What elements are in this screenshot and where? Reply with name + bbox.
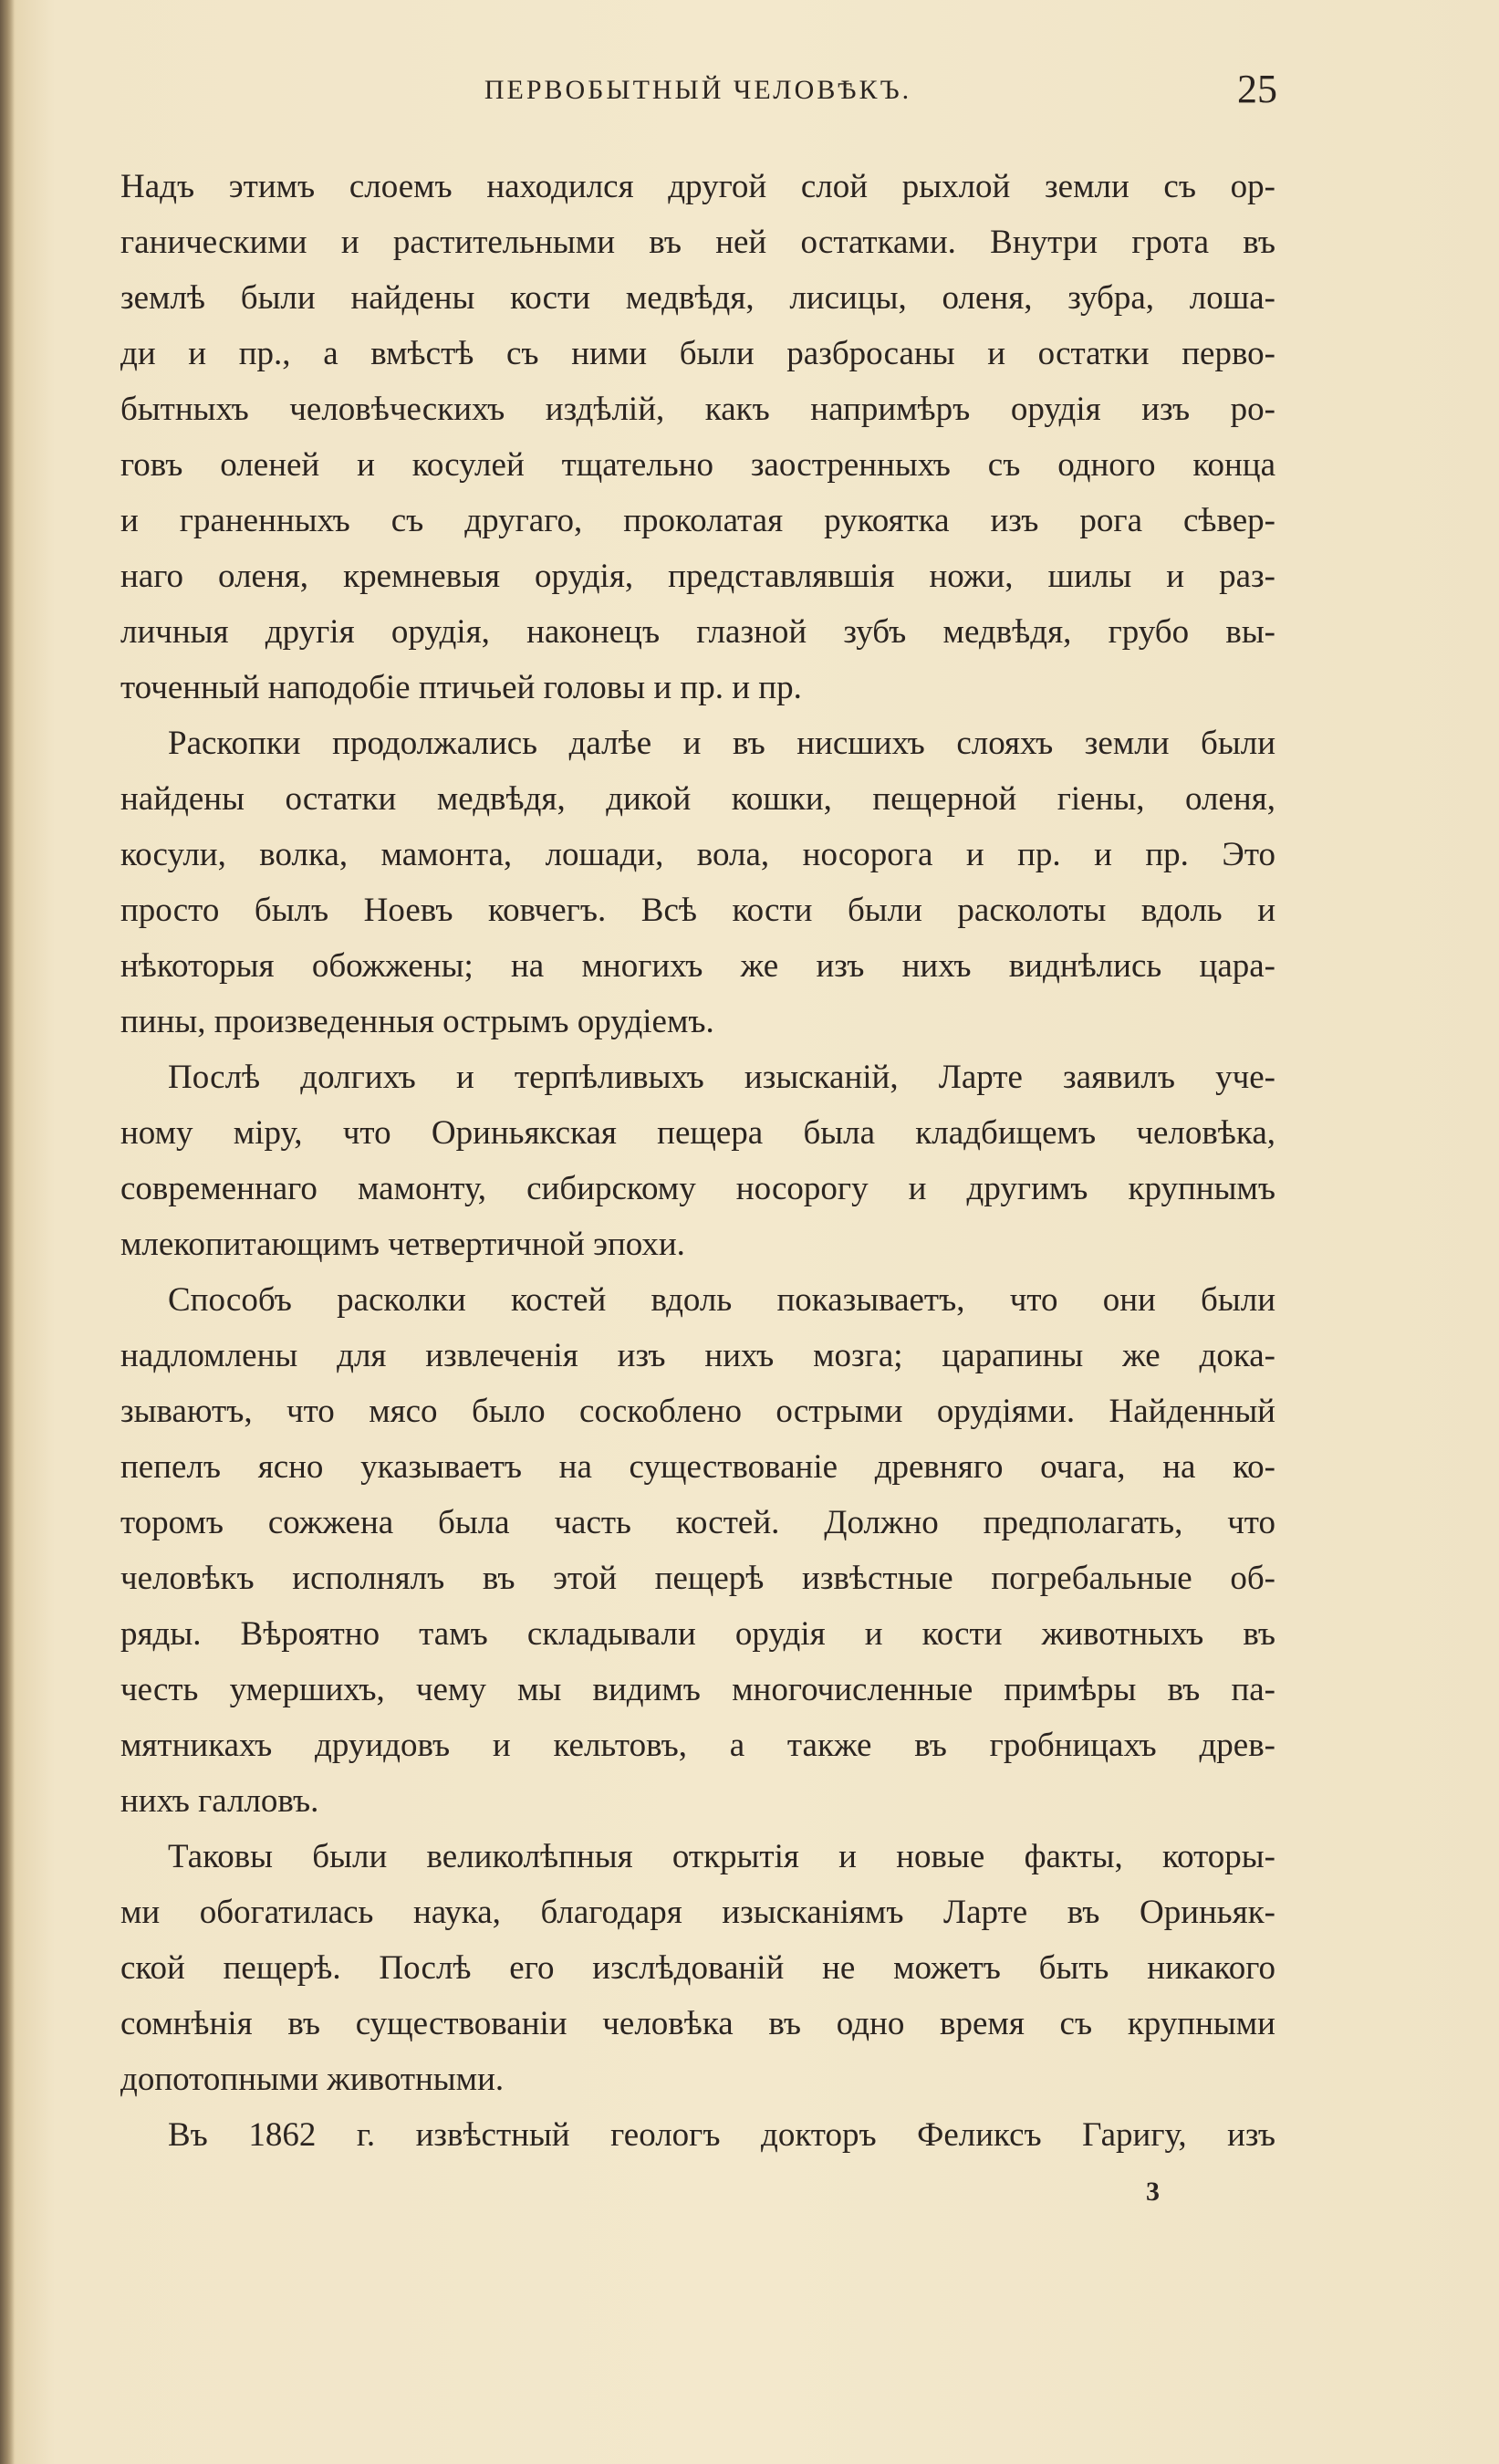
- text-line: зываютъ, что мясо было соскоблено острыми орудіями. Найденный: [120, 1393, 1275, 1430]
- text-line: личныя другія орудія, наконецъ глазной зубъ медвѣдя, грубо вы-: [120, 613, 1275, 651]
- text-line: точенный наподобіе птичьей головы и пр. и пр.: [120, 669, 802, 706]
- text-line: ди и пр., а вмѣстѣ съ ними были разбросаны и остатки перво-: [120, 335, 1275, 372]
- text-line: надломлены для извлеченія изъ нихъ мозга; царапины же дока-: [120, 1337, 1275, 1374]
- text-line: Въ 1862 г. извѣстный геологъ докторъ Феликсъ Гаригу, изъ: [168, 2116, 1275, 2154]
- body-text: [120, 159, 1275, 2163]
- text-line: Способъ расколки костей вдоль показываетъ, что они были: [168, 1281, 1275, 1319]
- text-line: ному міру, что Ориньякская пещера была кладбищемъ человѣка,: [120, 1114, 1275, 1152]
- signature-mark: 3: [1146, 2177, 1160, 2207]
- text-line: землѣ были найдены кости медвѣдя, лисицы, оленя, зубра, лоша-: [120, 279, 1275, 317]
- text-line: ряды. Вѣроятно тамъ складывали орудія и кости животныхъ въ: [120, 1615, 1275, 1653]
- text-line: наго оленя, кремневыя орудія, представлявшія ножи, шилы и раз-: [120, 558, 1275, 595]
- text-line: современнаго мамонту, сибирскому носорогу и другимъ крупнымъ: [120, 1170, 1275, 1207]
- page-header: [119, 66, 1277, 120]
- text-line: нѣкоторыя обожжены; на многихъ же изъ нихъ виднѣлись цара-: [120, 947, 1275, 985]
- page-number: 25: [1237, 67, 1277, 111]
- text-line: пепелъ ясно указываетъ на существованіе древняго очага, на ко-: [120, 1448, 1275, 1486]
- text-line: сомнѣнія въ существованіи человѣка въ одно время съ крупными: [120, 2005, 1275, 2042]
- text-line: пины, произведенныя острымъ орудіемъ.: [120, 1003, 714, 1040]
- text-line: торомъ сожжена была часть костей. Должно предполагать, что: [120, 1504, 1275, 1541]
- text-line: найдены остатки медвѣдя, дикой кошки, пещерной гіены, оленя,: [120, 780, 1275, 818]
- text-line: ганическими и растительными въ ней остатками. Внутри грота въ: [120, 224, 1275, 261]
- text-line: ми обогатилась наука, благодаря изысканіямъ Ларте въ Ориньяк-: [120, 1894, 1275, 1931]
- text-line: говъ оленей и косулей тщательно заостренныхъ съ одного конца: [120, 446, 1275, 484]
- text-line: нихъ галловъ.: [120, 1782, 319, 1820]
- text-line: Послѣ долгихъ и терпѣливыхъ изысканій, Ларте заявилъ уче-: [168, 1059, 1275, 1096]
- text-line: Раскопки продолжались далѣе и въ нисшихъ слояхъ земли были: [168, 725, 1275, 762]
- page-spine-shadow: [0, 0, 15, 2464]
- text-line: косули, волка, мамонта, лошади, вола, носорога и пр. и пр. Это: [120, 836, 1275, 873]
- text-line: честь умершихъ, чему мы видимъ многочисленные примѣры въ па-: [120, 1671, 1275, 1708]
- text-line: человѣкъ исполнялъ въ этой пещерѣ извѣстные погребальные об-: [120, 1560, 1275, 1597]
- text-line: бытныхъ человѣческихъ издѣлій, какъ напримѣръ орудія изъ ро-: [120, 391, 1275, 428]
- text-line: мятникахъ друидовъ и кельтовъ, а также въ гробницахъ древ-: [120, 1727, 1275, 1764]
- text-line: Таковы были великолѣпныя открытія и новые факты, которы-: [168, 1838, 1275, 1875]
- text-line: допотопными животными.: [120, 2061, 505, 2098]
- text-line: Надъ этимъ слоемъ находился другой слой рыхлой земли съ ор-: [120, 168, 1275, 205]
- text-line: просто былъ Ноевъ ковчегъ. Всѣ кости были расколоты вдоль и: [120, 892, 1275, 929]
- text-line: млекопитающимъ четвертичной эпохи.: [120, 1226, 685, 1263]
- text-line: ской пещерѣ. Послѣ его изслѣдованій не можетъ быть никакого: [120, 1949, 1275, 1987]
- running-title: ПЕРВОБЫТНЫЙ ЧЕЛОВѢКЪ.: [484, 75, 912, 105]
- text-line: и граненныхъ съ другаго, проколатая рукоятка изъ рога сѣвер-: [120, 502, 1275, 539]
